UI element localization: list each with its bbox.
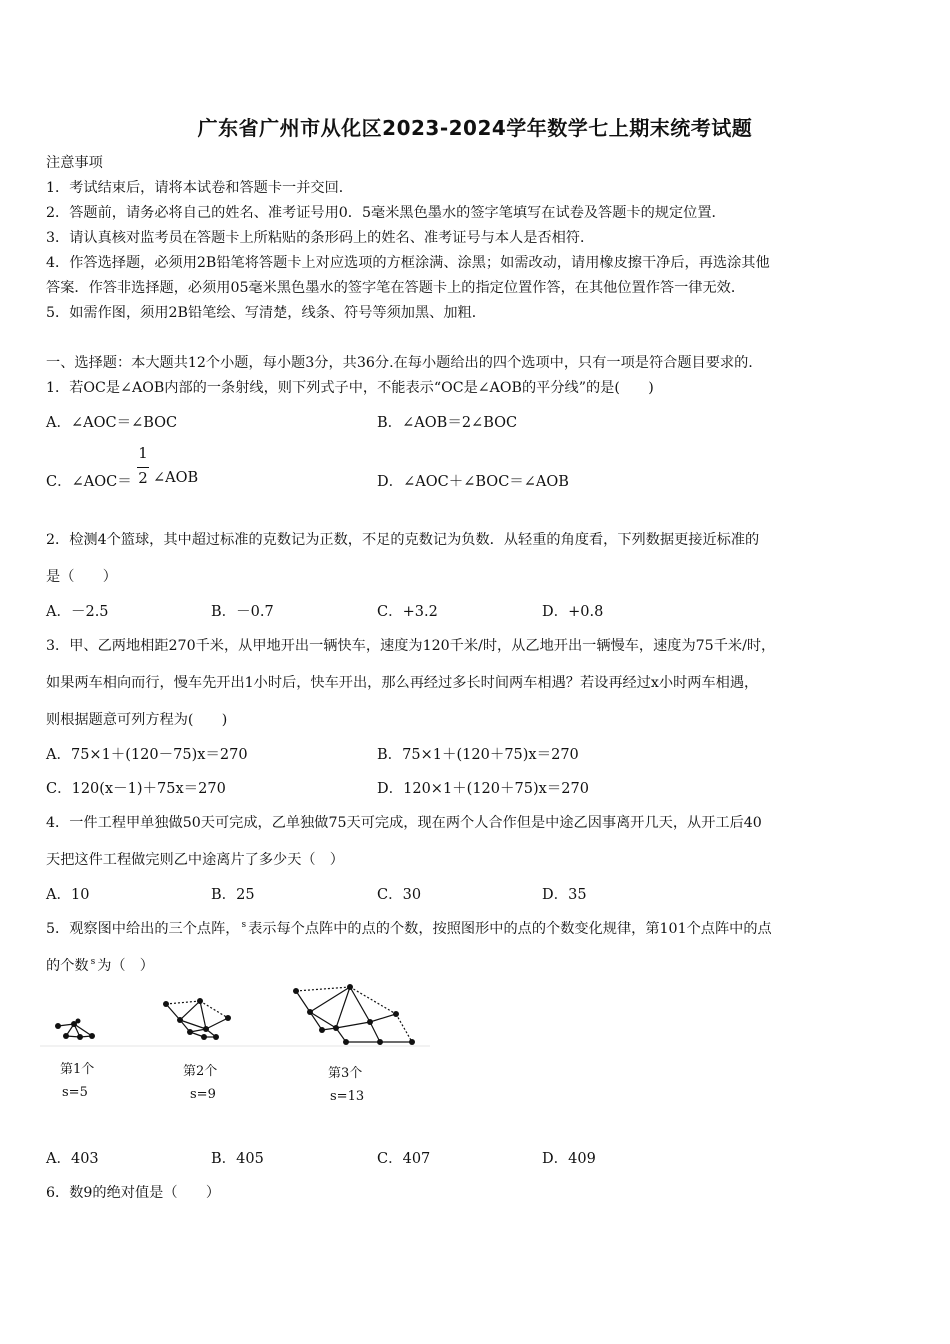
- q1-stem: 1．若OC是∠AOB内部的一条射线，则下列式子中，不能表示“OC是∠AOB的平分线”的是( ): [46, 380, 654, 396]
- notes-item-2: 2．答题前，请务必将自己的姓名、准考证号用0．5毫米黑色墨水的签字笔填写在试卷及答题卡的规定位置．: [46, 205, 726, 221]
- q5-figure-2-label: 第2个: [183, 1064, 218, 1079]
- q1-option-c-suffix: ∠AOB: [153, 470, 199, 486]
- q4-stem-line2: 天把这件工程做完则乙中途离片了多少天（ ）: [46, 852, 344, 868]
- q5-stem-line2-end: 为（ ）: [97, 958, 154, 974]
- q3-stem-line1: 3．甲、乙两地相距270千米，从甲地开出一辆快车，速度为120千米/时，从乙地开出一辆慢车，速度为75千米/时，: [46, 638, 776, 654]
- q2-option-a: A．－2.5: [46, 604, 109, 620]
- q5-option-c: C．407: [377, 1151, 431, 1167]
- q5-option-d: D．409: [542, 1151, 596, 1167]
- q4-option-d: D．35: [542, 887, 587, 903]
- q1-option-d: D．∠AOC＋∠BOC＝∠AOB: [377, 474, 569, 490]
- page-title: 广东省广州市从化区2023-2024学年数学七上期末统考试题: [197, 116, 753, 140]
- q3-option-c: C．120(x－1)＋75x＝270: [46, 781, 226, 797]
- q1-option-c-fraction-bar: [137, 467, 149, 468]
- q5-s-symbol-1: s: [241, 920, 247, 930]
- q1-option-c-denominator: 2: [138, 469, 148, 487]
- q2-stem-line1: 2．检测4个篮球，其中超过标准的克数记为正数，不足的克数记为负数．从轻重的角度看，下列数据更接近标准的: [46, 532, 760, 548]
- q3-stem-line2: 如果两车相向而行，慢车先开出1小时后，快车开出，那么再经过多长时间两车相遇？若设再经过x小时两车相遇，: [46, 675, 759, 691]
- q1-option-a: A．∠AOC＝∠BOC: [46, 415, 178, 431]
- q5-s-symbol-2: s: [90, 957, 96, 967]
- q2-stem-line2: 是（ ）: [46, 569, 117, 585]
- q1-option-c-prefix: C．∠AOC＝: [46, 474, 132, 490]
- notes-item-1: 1．考试结束后，请将本试卷和答题卡一并交回．: [46, 180, 353, 196]
- q5-stem-line2-start: 的个数: [46, 958, 89, 974]
- q2-option-c: C．+3.2: [377, 604, 438, 620]
- q3-option-a: A．75×1＋(120－75)x＝270: [46, 747, 248, 763]
- q5-figure-2-count: s=9: [190, 1087, 216, 1102]
- q5-stem-line1: [46, 918, 772, 938]
- notes-item-3: 3．请认真核对监考员在答题卡上所粘贴的条形码上的姓名、准考证号与本人是否相符．: [46, 230, 595, 246]
- q4-option-b: B．25: [211, 887, 255, 903]
- notes-item-5: 5．如需作图，须用2B铅笔绘、写清楚，线条、符号等须加黑、加粗．: [46, 305, 486, 321]
- section-heading: 一、选择题：本大题共12个小题，每小题3分，共36分.在每小题给出的四个选项中，只有一项是符合题目要求的.: [46, 355, 753, 371]
- q4-stem-line1: 4．一件工程甲单独做50天可完成，乙单独做75天可完成，现在两个人合作但是中途乙因事离开几天，从开工后40: [46, 815, 762, 831]
- q4-option-c: C．30: [377, 887, 422, 903]
- q5-dot-lattice-figure: [40, 980, 430, 1050]
- q1-option-b: B．∠AOB＝2∠BOC: [377, 415, 518, 431]
- q3-stem-line3: 则根据题意可列方程为( ): [46, 712, 228, 728]
- q5-option-b: B．405: [211, 1151, 264, 1167]
- q2-option-b: B．－0.7: [211, 604, 274, 620]
- q5-option-a: A．403: [46, 1151, 99, 1167]
- q5-stem-line1-end: 表示每个点阵中的点的个数，按照图形中的点的个数变化规律，第101个点阵中的点: [248, 921, 772, 937]
- q1-option-c-numerator: 1: [138, 444, 148, 462]
- q5-stem-line2: [46, 955, 154, 975]
- q2-option-d: D．+0.8: [542, 604, 604, 620]
- q6-stem: 6．数9的绝对值是（ ）: [46, 1185, 221, 1201]
- notes-heading: 注意事项: [46, 155, 103, 171]
- notes-item-4: 4．作答选择题，必须用2B铅笔将答题卡上对应选项的方框涂满、涂黑；如需改动，请用橡皮擦干净后，再选涂其他: [46, 255, 770, 271]
- q5-figure-1-label: 第1个: [60, 1062, 95, 1077]
- q5-figure-3-count: s=13: [330, 1089, 365, 1104]
- q5-stem-line1-start: 5．观察图中给出的三个点阵，: [46, 921, 240, 937]
- q3-option-d: D．120×1＋(120＋75)x＝270: [377, 781, 589, 797]
- notes-item-4-cont: 答案．作答非选择题，必须用05毫米黑色墨水的签字笔在答题卡上的指定位置作答，在其他位置作答一律无效．: [46, 280, 746, 296]
- q3-option-b: B．75×1＋(120＋75)x＝270: [377, 747, 579, 763]
- q5-figure-3-label: 第3个: [328, 1066, 363, 1081]
- q4-option-a: A．10: [46, 887, 90, 903]
- q5-figure-1-count: s=5: [62, 1085, 88, 1100]
